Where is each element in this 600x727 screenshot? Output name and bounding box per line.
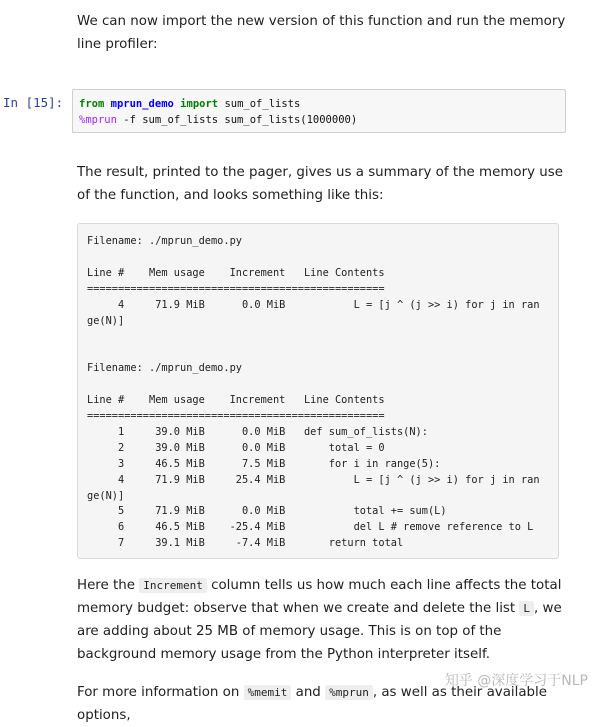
pager-line: 4 71.9 MiB 0.0 MiB L = [j ^ (j >> i) for j in ran [87,298,540,311]
pager-line: 1 39.0 MiB 0.0 MiB def sum_of_lists(N): [87,425,428,438]
pager-line: ge(N)] [87,489,125,502]
more-info-paragraph: For more information on %memit and %mprun , as well as their available options, [77,685,548,723]
pager-line: Filename: ./mprun_demo.py [87,235,242,247]
pager-text [78,224,558,552]
code-input-cell[interactable] [72,89,566,133]
keyword-import: import [180,98,219,110]
pager-line: Line # Mem usage Increment Line Contents [87,266,385,279]
result-paragraph: The result, printed to the pager, gives us a summary of the memory use of the function, and looks something like this: [77,165,563,203]
inline-code-increment: Increment [139,578,207,593]
inline-code-mprun: %mprun [325,685,373,700]
watermark: 知乎 @深度学习于NLP [444,673,588,689]
explanation-paragraph: Here the Increment column tells us how much each line affects the total memory budget: observe that when we create and delete the list L , we are adding about 25 MB of memory usage. This is on top of the background memory usage from the Python interpreter itself. [77,578,562,662]
pager-line: 5 71.9 MiB 0.0 MiB total += sum(L) [87,505,447,518]
magic-command: %mprun [79,114,117,126]
pager-line: 7 39.1 MiB -7.4 MiB return total [87,537,404,550]
pager-line: 3 46.5 MiB 7.5 MiB for i in range(5): [87,457,441,470]
cell-prompt: In [15]: [3,95,64,110]
imported-name: sum_of_lists [224,98,301,110]
inline-code-memit: %memit [244,685,292,700]
pager-line: ================================================ [87,409,385,422]
pager-line: Filename: ./mprun_demo.py [87,362,242,375]
pager-line: 4 71.9 MiB 25.4 MiB L = [j ^ (j >> i) for j in ran [87,473,540,486]
pager-line: 2 39.0 MiB 0.0 MiB total = 0 [87,441,385,454]
pager-line: 6 46.5 MiB -25.4 MiB del L # remove reference to L [87,521,534,534]
code-editor[interactable] [73,90,565,128]
intro-paragraph: We can now import the new version of this function and run the memory line profiler: [77,14,566,52]
module-name: mprun_demo [110,98,174,110]
pager-line: Line # Mem usage Increment Line Contents [87,394,385,407]
inline-code-L: L [519,601,534,616]
keyword-from: from [79,98,105,110]
pager-line: ge(N)] [87,314,125,327]
pager-output [77,223,559,559]
magic-args: -f sum_of_lists sum_of_lists(1000000) [116,114,358,126]
pager-line: ================================================ [87,282,385,295]
